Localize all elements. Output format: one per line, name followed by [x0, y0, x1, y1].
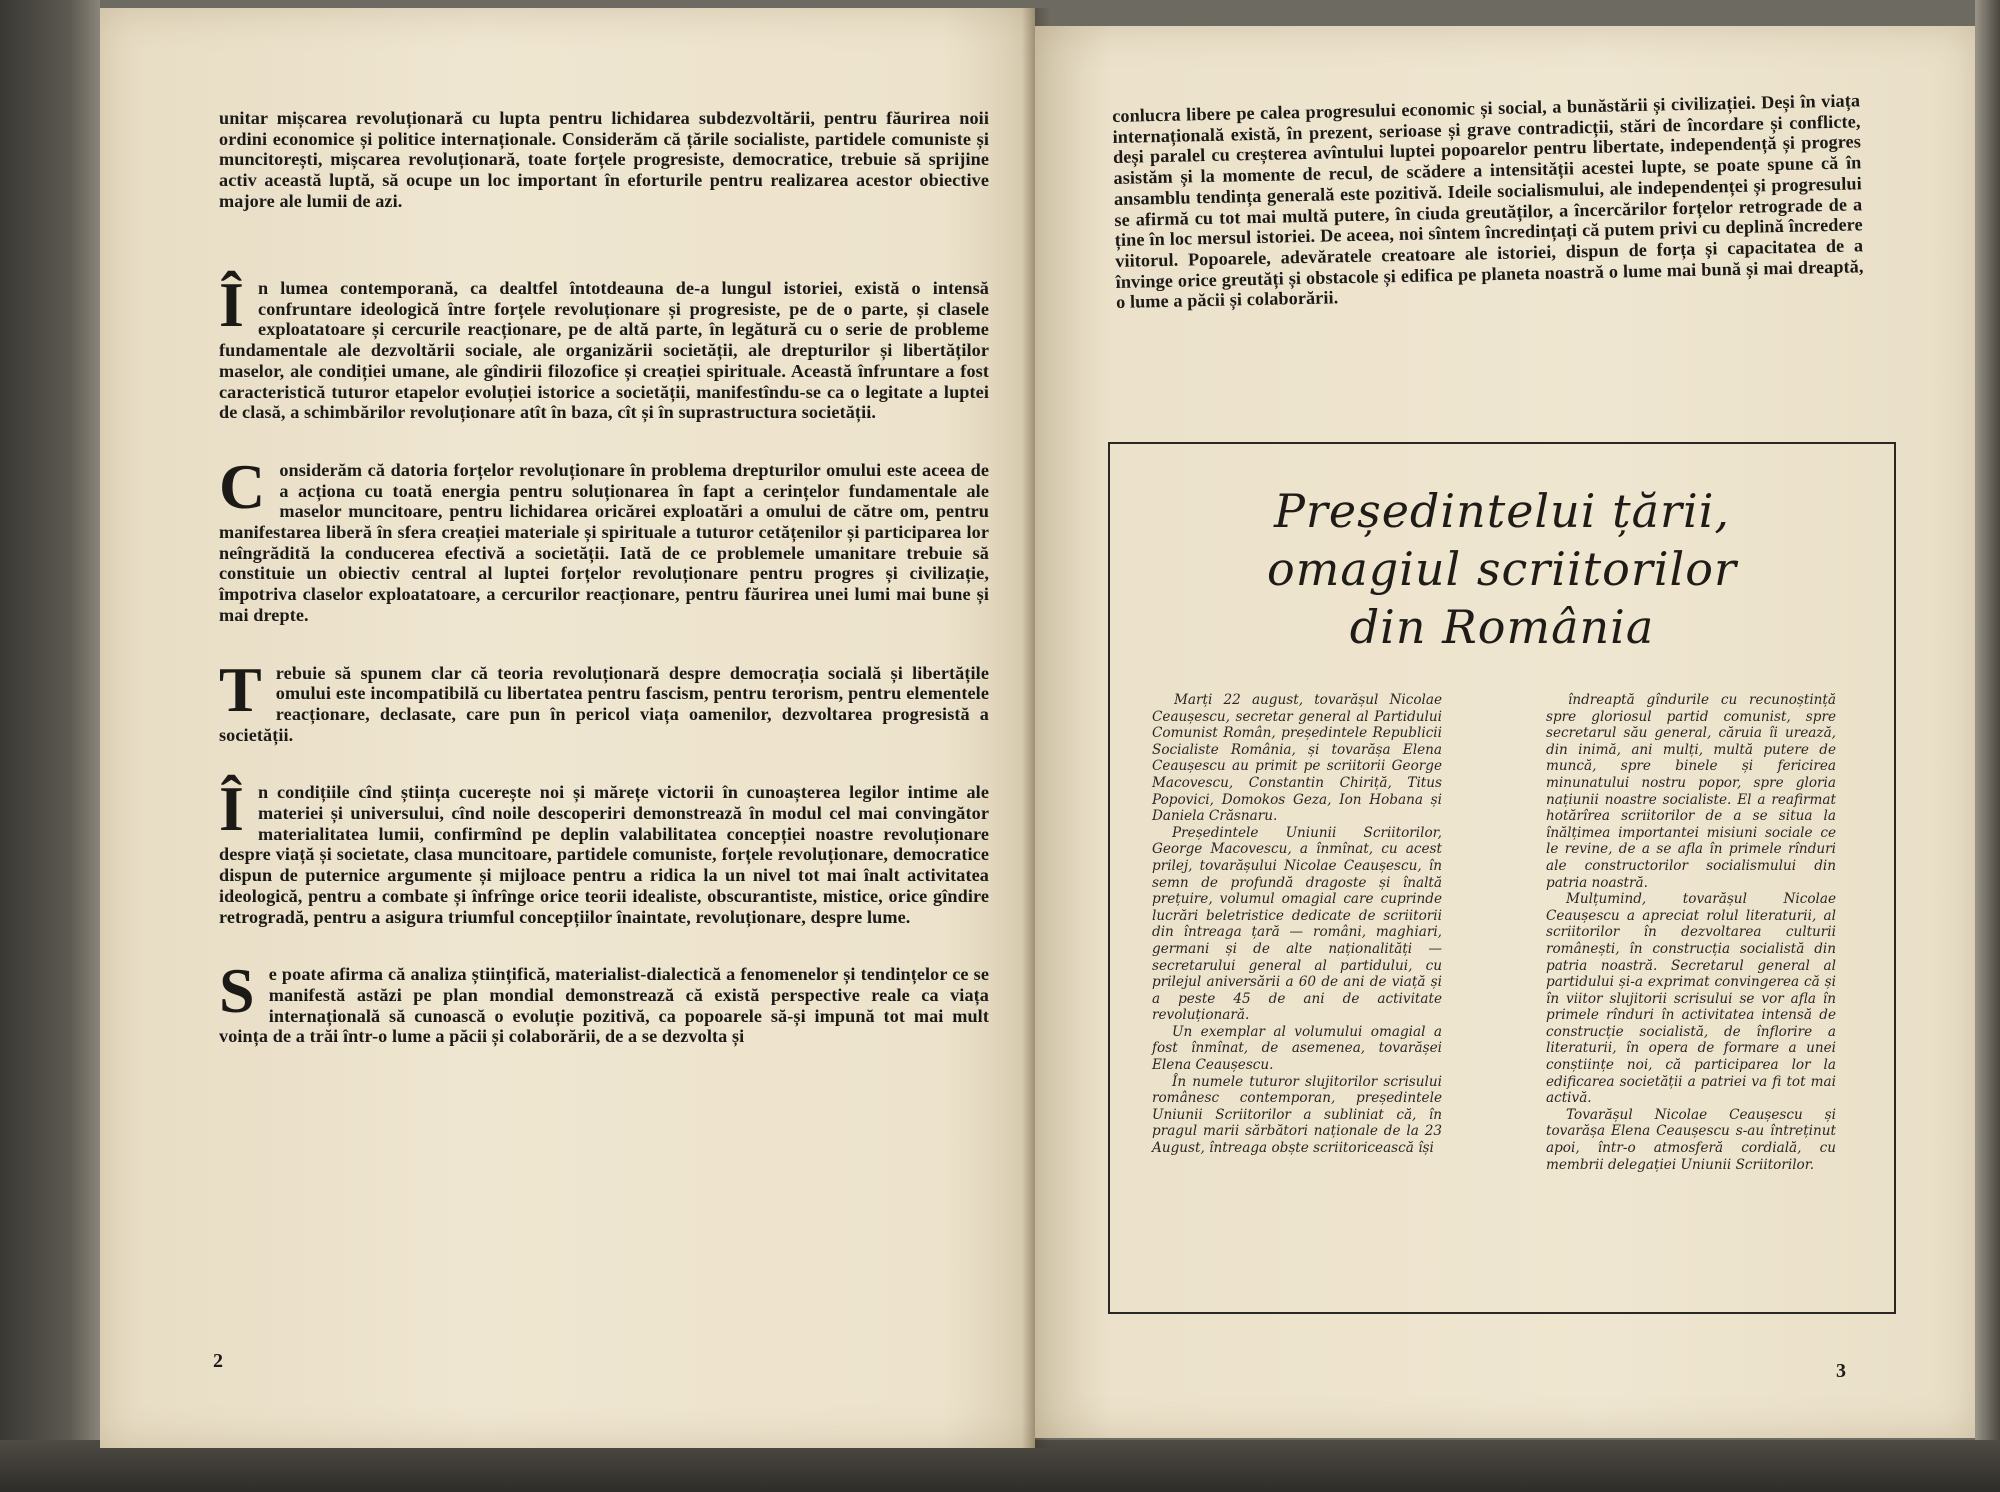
drop-cap: T: [219, 653, 262, 725]
paragraph-text: e poate afirma că analiza științifică, materialist-dialectică a fenomenelor și tendințelor ce se manifestă astăzi pe plan mondial demonstrează că există perspective reale ca viața internațională să cunoască o evoluție pozitivă, ca popoarele să-și impună tot mai mult voința de a trăi într-o lume a păcii și colaborării, de a se dezvolta și: [219, 964, 989, 1047]
left-page-body: [219, 269, 989, 1084]
paragraph: [219, 653, 989, 746]
paragraph-text: n condițiile cînd știința cucerește noi și mărețe victorii în cunoașterea legilor intime ale materiei și universului, cînd noile descoperiri demonstrează în modul cel mai convingător materialitatea lumii, confirmînd pe deplin valabilitatea concepției noastre revoluționare despre viață și societate, clasa muncitoare, partidele comuniste, forțele revoluționare, democratice dispun de puternice argumente și mijloace pentru a ridica la un nivel tot mai înalt activitatea ideologică, pentru a combate și înfrînge orice teorii idealiste, obscurantiste, mistice, orice gîndire retrogradă, pentru a asigura triumful concepțiilor înaintate, revoluționare, despre lume.: [219, 782, 989, 927]
book-edge-right: [1975, 0, 2000, 1492]
paragraph: [219, 773, 989, 927]
tribute-paragraph: Tovarășul Nicolae Ceaușescu și tovarășa Elena Ceaușescu s-au întreținut apoi, într-o atmosferă cordială, cu membrii delegației Uniunii Scriitorilor.: [1546, 1106, 1836, 1173]
book-edge-left: [0, 0, 100, 1492]
paragraph-text: rebuie să spunem clar că teoria revoluționară despre democrația socială și libertățile omului este incompatibilă cu libertatea pentru fascism, pentru terorism, pentru elementele reacționare, declasate, care pun în pericol viața oamenilor, dezvoltarea progresistă a societății.: [219, 662, 989, 745]
title-line: din România: [1349, 600, 1655, 654]
drop-cap: Î: [219, 773, 245, 845]
page-number-right: 3: [1836, 1360, 1846, 1382]
paragraph-text: onsiderăm că datoria forțelor revoluționare în problema drepturilor omului este aceea de a acționa cu toată energia pentru soluționarea în fapt a cerințelor fundamentale ale maselor muncitoare, pentru lichidarea oricărei exploatări a omului de către om, pentru manifestarea liberă în sfera creației materiale și spirituale a tuturor cetățenilor și participarea lor neîngrădită la conducerea efectivă a societății. Iată de ce problemele umanitare trebuie să constituie un obiectiv central al luptei forțelor revoluționare pentru progres și civilizație, împotriva claselor exploatatoare, a cercurilor reacționare, pentru făurirea unei lumi mai bune și mai drepte.: [219, 459, 989, 625]
tribute-paragraph: Mulțumind, tovarășul Nicolae Ceaușescu a apreciat rolul literaturii, al scriitorilor în dezvoltarea culturii românești, în construcția socialistă din patria noastră. Secretarul general al partidului și-a exprimat convingerea că și în viitor slujitorii scrisului se vor afla în primele rînduri în activitatea intensă de construcție socialistă, de înflorire a literaturii, în opera de formare a unei conștiințe noi, că participarea lor la edificarea societății a patriei va fi tot mai activă.: [1546, 891, 1836, 1107]
drop-cap: S: [219, 955, 255, 1027]
tribute-paragraph: Marți 22 august, tovarășul Nicolae Ceaușescu, secretar general al Partidului Comunist Român, președintele Republicii Socialiste România, și tovarășa Elena Ceaușescu au primit pe scriitorii George Macovescu, Constantin Chiriță, Titus Popovici, Domokos Geza, Ion Hobana și Daniela Crăsnaru.: [1152, 692, 1442, 825]
left-page-intro: unitar mișcarea revoluționară cu lupta pentru lichidarea subdezvoltării, pentru făurirea noii ordini economice și politice internaționale. Considerăm că țările socialiste, partidele comuniste și muncitorești, mișcarea revoluționară, toate forțele progresiste, democratice, trebuie să sprijine activ această luptă, să ocupe un loc important în eforturile pentru realizarea acestor obiective majore ale lumii de azi.: [219, 108, 989, 211]
tribute-column-right: [1546, 692, 1836, 1173]
paragraph: [219, 450, 989, 626]
tribute-paragraph: îndreaptă gîndurile cu recunoștință spre gloriosul partid comunist, spre secretarul său general, căruia îi urează, din inimă, ani mulți, multă putere de muncă, spre binele și fericirea minunatului nostru popor, spre gloria națiunii noastre socialiste. El a reafirmat hotărîrea scriitorilor de a se situa la înălțimea importantei misiuni sociale ce le revine, de a se afla în primele rînduri ale constructorilor socialismului din patria noastră.: [1546, 692, 1836, 891]
drop-cap: C: [219, 450, 266, 522]
tribute-paragraph: În numele tuturor slujitorilor scrisului românesc contemporan, președintele Uniunii Scriitorilor a subliniat că, în pragul marii sărbători naționale de la 23 August, întreaga obște scriitoricească își: [1152, 1073, 1442, 1157]
tribute-title: [1110, 482, 1894, 656]
title-line: Președintelui țării,: [1273, 484, 1731, 538]
title-line: omagiul scriitorilor: [1267, 542, 1737, 596]
paragraph: [219, 269, 989, 423]
tribute-paragraph: Președintele Uniunii Scriitorilor, George Macovescu, a înmînat, cu acest prilej, tovarășului Nicolae Ceaușescu, în semn de profundă dragoste și înaltă prețuire, volumul omagial care cuprinde lucrări beletristice dedicate de scriitorii din întreaga țară — români, maghiari, germani și de alte naționalități — secretarului general al partidului, cu prilejul aniversării a 60 de ani de viață și a peste 45 de ani de activitate revoluționară.: [1152, 824, 1442, 1024]
paragraph-text: n lumea contemporană, ca dealtfel întotdeauna de-a lungul istoriei, există o intensă confruntare ideologică între forțele revoluționare și progresiste, pe de o parte, și clasele exploatatoare și cercurile reacționare, pe de altă parte, în legătură cu o serie de probleme fundamentale ale dezvoltării sociale, ale organizării societății, ale drepturilor și libertăților maselor, ale condiției umane, ale gîndirii filozofice și creației spirituale. Această înfruntare a fost caracteristică tuturor etapelor evoluției istorice a societății, manifestîndu-se ca o legitate a luptei de clasă, a schimbărilor revoluționare atît în baza, cît și în suprastructura societății.: [219, 278, 989, 423]
page-number-left: 2: [213, 1350, 223, 1372]
drop-cap: Î: [219, 269, 245, 340]
right-page-intro: conlucra libere pe calea progresului economic și social, a bunăstării și civilizației. Deși în viața internațională există, în prezent, serioase și grave contradicții, stări de încordare și conflicte, deși paralel cu creșterea avîntului luptei popoarelor pentru libertate, independență și progres asistăm și la momente de recul, de scădere a intensității acestei lupte, se poate spune că în ansamblu tendința generală este pozitivă. Ideile socialismului, ale independenței și progresului se afirmă cu tot mai multă putere, în ciuda greutăților, a încercărilor forțelor retrograde de a ține în loc mersul istoriei. De aceea, noi sîntem încredințați că putem privi cu deplină încredere viitorul. Popoarele, adevăratele creatoare ale istoriei, dispun de forța și capacitatea de a învinge orice greutăți și obstacole și edifica pe planeta noastră o lume mai bună și mai dreaptă, o lume a păcii și colaborării.: [1112, 90, 1864, 313]
tribute-column-left: [1152, 692, 1442, 1157]
paragraph: [219, 955, 989, 1047]
tribute-box: [1108, 442, 1896, 1314]
tribute-paragraph: Un exemplar al volumului omagial a fost înmînat, de asemenea, tovarășei Elena Ceaușescu.: [1152, 1023, 1442, 1074]
